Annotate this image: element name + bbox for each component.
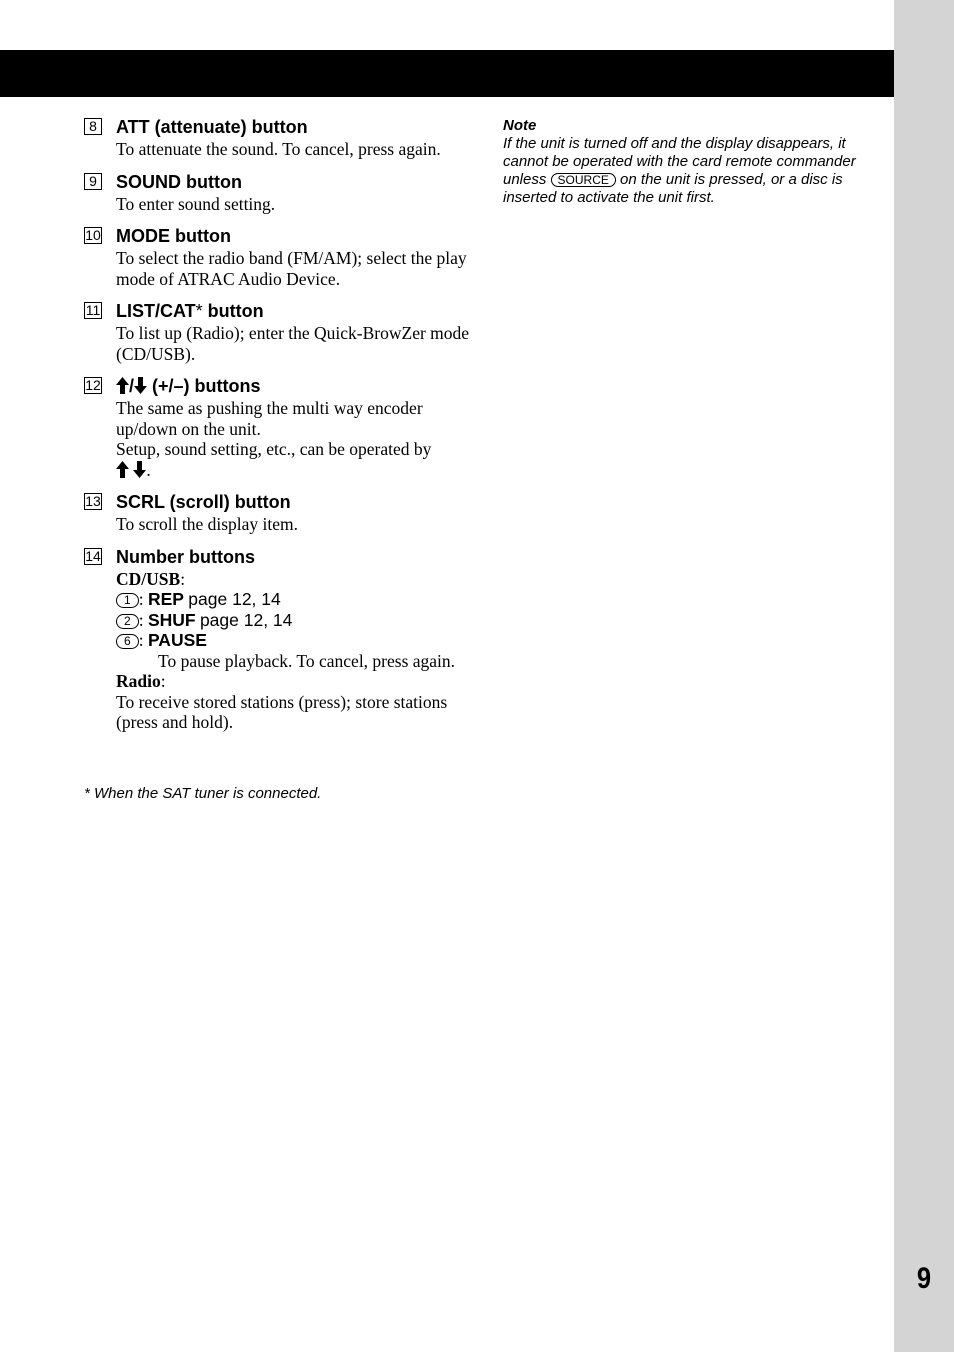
item-title: / (+/–) buttons [116, 374, 476, 398]
item-number-buttons [84, 545, 476, 733]
item-number: 14 [85, 547, 101, 564]
title-part: button [202, 301, 264, 321]
item-desc: The same as pushing the multi way encoder up/down on the unit. [116, 398, 423, 439]
side-tab [894, 0, 954, 1352]
item-number: 13 [85, 493, 101, 509]
shuf-row: 2 : SHUF page 12, 14 [116, 610, 476, 631]
pause-row: 6 : PAUSE [116, 630, 476, 651]
shuf-label: SHUF [147, 609, 196, 630]
rep-row: 1 : REP page 12, 14 [116, 589, 476, 610]
item-desc: Setup, sound setting, etc., can be operated by . [116, 439, 432, 480]
item-arrows [84, 374, 476, 480]
item-list-cat [84, 299, 476, 364]
item-desc: To scroll the display item. [116, 514, 299, 534]
item-title: Number buttons [116, 546, 255, 567]
item-desc: To list up (Radio); enter the Quick-BrowZer mode (CD/USB). [116, 323, 470, 364]
pause-desc: To pause playback. To cancel, press again. [158, 650, 456, 671]
note-text: If the unit is turned off and the display disappears, it cannot be operated with the card remote commander unless SOURCE on the unit is pressed, or a disc is inserted to activate the unit first. [503, 135, 856, 206]
title-part: LIST/CAT [116, 301, 196, 321]
item-desc: To enter sound setting. [116, 193, 276, 214]
asterisk: * [195, 301, 203, 321]
item-title-text: (+/–) buttons [152, 376, 261, 396]
header-bar [0, 50, 894, 97]
arrow-up-icon [116, 377, 129, 394]
item-desc-text: Setup, sound setting, etc., can be operated by [116, 439, 432, 459]
radio-label: Radio: [116, 671, 166, 691]
item-scrl [84, 490, 476, 535]
item-number: 8 [84, 118, 102, 135]
item-title: MODE button [116, 226, 231, 246]
arrow-down-icon [133, 461, 146, 478]
shuf-page: page 12, 14 [199, 609, 293, 630]
item-att [84, 115, 476, 160]
button-2-icon: 2 [116, 614, 139, 629]
source-button-icon: SOURCE [551, 173, 616, 187]
page-number: 9 [916, 1262, 932, 1295]
item-sound [84, 170, 476, 215]
button-6-icon: 6 [116, 634, 139, 649]
item-title: SOUND button [116, 171, 242, 192]
left-column [84, 115, 476, 743]
arrow-down-icon [134, 377, 147, 394]
item-number: 11 [85, 302, 101, 318]
footnote: * When the SAT tuner is connected. [84, 785, 322, 802]
item-number: 10 [85, 227, 101, 243]
note-title: Note [503, 117, 537, 134]
item-title [116, 299, 476, 323]
note-block [503, 117, 883, 207]
button-1-icon: 1 [116, 593, 139, 608]
radio-desc: To receive stored stations (press); store stations (press and hold). [116, 691, 448, 732]
rep-page: page 12, 14 [188, 589, 281, 609]
rep-label: REP [147, 589, 184, 609]
item-title: SCRL (scroll) button [116, 492, 291, 512]
item-number: 9 [84, 173, 102, 190]
item-number: 12 [85, 377, 101, 393]
item-title: ATT (attenuate) button [116, 117, 308, 137]
arrow-up-icon [116, 461, 129, 478]
item-desc: To attenuate the sound. To cancel, press again. [116, 139, 441, 159]
pause-label: PAUSE [147, 630, 207, 650]
cd-usb-label: CD/USB: [116, 568, 186, 589]
item-mode [84, 224, 476, 289]
item-desc: To select the radio band (FM/AM); select the play mode of ATRAC Audio Device. [116, 248, 467, 289]
